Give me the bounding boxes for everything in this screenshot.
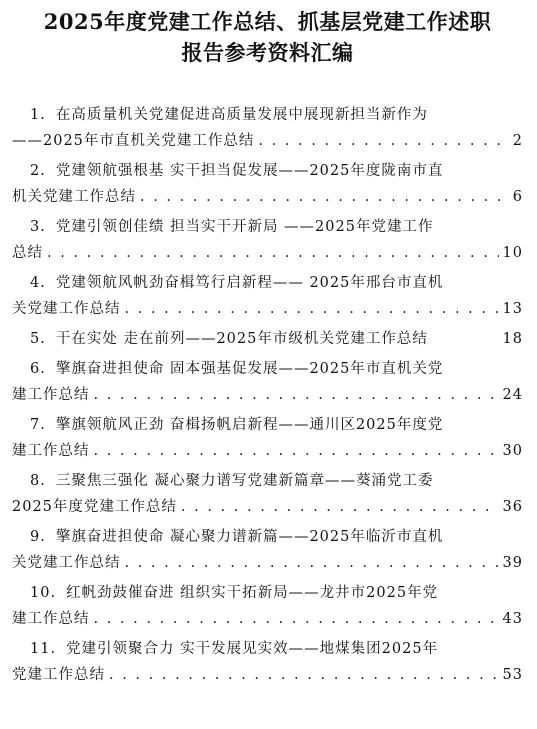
dot-leader [258, 128, 503, 154]
toc-page-number: 2 [512, 133, 523, 149]
toc-entry-number: 2. [30, 163, 46, 179]
toc-entry-number: 5. [30, 331, 46, 347]
toc-page-number: 39 [502, 555, 523, 571]
toc-entry-title-continued: 党建工作总结 [12, 667, 105, 683]
toc-entry-number: 8. [30, 473, 46, 489]
dot-leader [94, 382, 499, 408]
toc-entry-number: 1. [30, 107, 46, 123]
toc-entry-number: 9. [30, 529, 46, 545]
dot-leader [181, 494, 499, 520]
toc-entry-title-continued: ——2025年市直机关党建工作总结 [12, 133, 255, 149]
dot-leader [94, 438, 499, 464]
toc-entry-3[interactable] [12, 214, 523, 266]
title-line-1: 2025年度党建工作总结、抓基层党建工作述职 [43, 9, 492, 34]
toc-entry-title: 干在实处 走在前列——2025年市级机关党建工作总结 [55, 331, 428, 347]
toc-page-number: 10 [502, 245, 523, 261]
toc-page-number: 13 [502, 301, 523, 317]
toc-entry-title: 党建领航强根基 实干担当促发展——2025年度陇南市直 [55, 163, 444, 179]
dot-leader [109, 662, 499, 688]
toc-page-number: 24 [502, 387, 523, 403]
dot-leader [47, 240, 499, 266]
toc-entry-2[interactable] [12, 158, 523, 210]
toc-entry-7[interactable] [12, 412, 523, 464]
toc-page-number: 30 [502, 443, 523, 459]
toc-page-number: 43 [502, 611, 523, 627]
dot-leader [125, 296, 499, 322]
title-line-2: 报告参考资料汇编 [181, 40, 354, 65]
toc-entry-number: 3. [30, 219, 46, 235]
toc-entry-title: 党建引领创佳绩 担当实干开新局 ——2025年党建工作 [55, 219, 434, 235]
toc-entry-number: 4. [30, 275, 46, 291]
toc-entry-title: 在高质量机关党建促进高质量发展中展现新担当新作为 [55, 107, 428, 123]
toc-entry-title-continued: 2025年度党建工作总结 [12, 499, 177, 515]
toc-entry-6[interactable] [12, 356, 523, 408]
toc-entry-9[interactable] [12, 524, 523, 576]
dot-leader [125, 550, 499, 576]
toc-page-number: 53 [502, 667, 523, 683]
toc-entry-5[interactable] [12, 326, 523, 352]
document-title [12, 6, 523, 68]
toc-entry-11[interactable] [12, 636, 523, 688]
toc-entry-number: 11. [30, 641, 57, 657]
table-of-contents [12, 102, 523, 688]
toc-entry-title-continued: 建工作总结 [12, 387, 90, 403]
toc-entry-title: 三聚焦三强化 凝心聚力谱写党建新篇章——葵涌党工委 [55, 473, 434, 489]
dot-leader [94, 606, 499, 632]
toc-entry-title-continued: 总结 [12, 245, 43, 261]
toc-entry-title-continued: 关党建工作总结 [12, 555, 121, 571]
toc-entry-title-continued: 关党建工作总结 [12, 301, 121, 317]
toc-entry-title: 红帆劲鼓催奋进 组织实干拓新局——龙井市2025年党 [66, 585, 439, 601]
toc-entry-title: 擎旗领航风正劲 奋楫扬帆启新程——通川区2025年度党 [55, 417, 444, 433]
toc-entry-4[interactable] [12, 270, 523, 322]
toc-page-number: 36 [502, 499, 523, 515]
toc-entry-title-continued: 建工作总结 [12, 611, 90, 627]
toc-page-number: 18 [502, 331, 523, 347]
toc-page-number: 6 [512, 189, 523, 205]
toc-entry-10[interactable] [12, 580, 523, 632]
dot-leader [140, 184, 503, 210]
toc-entry-title: 党建领航风帆劲奋楫笃行启新程—— 2025年邢台市直机 [55, 275, 444, 291]
toc-entry-title: 擎旗奋进担使命 凝心聚力谱新篇——2025年临沂市直机 [55, 529, 444, 545]
toc-entry-8[interactable] [12, 468, 523, 520]
toc-entry-title: 党建引领聚合力 实干发展见实效——地煤集团2025年 [66, 641, 439, 657]
toc-entry-title-continued: 机关党建工作总结 [12, 189, 136, 205]
toc-entry-number: 6. [30, 361, 46, 377]
toc-entry-title-continued: 建工作总结 [12, 443, 90, 459]
toc-entry-number: 10. [30, 585, 57, 601]
toc-entry-number: 7. [30, 417, 46, 433]
toc-entry-1[interactable] [12, 102, 523, 154]
toc-entry-title: 擎旗奋进担使命 固本强基促发展——2025年市直机关党 [55, 361, 444, 377]
